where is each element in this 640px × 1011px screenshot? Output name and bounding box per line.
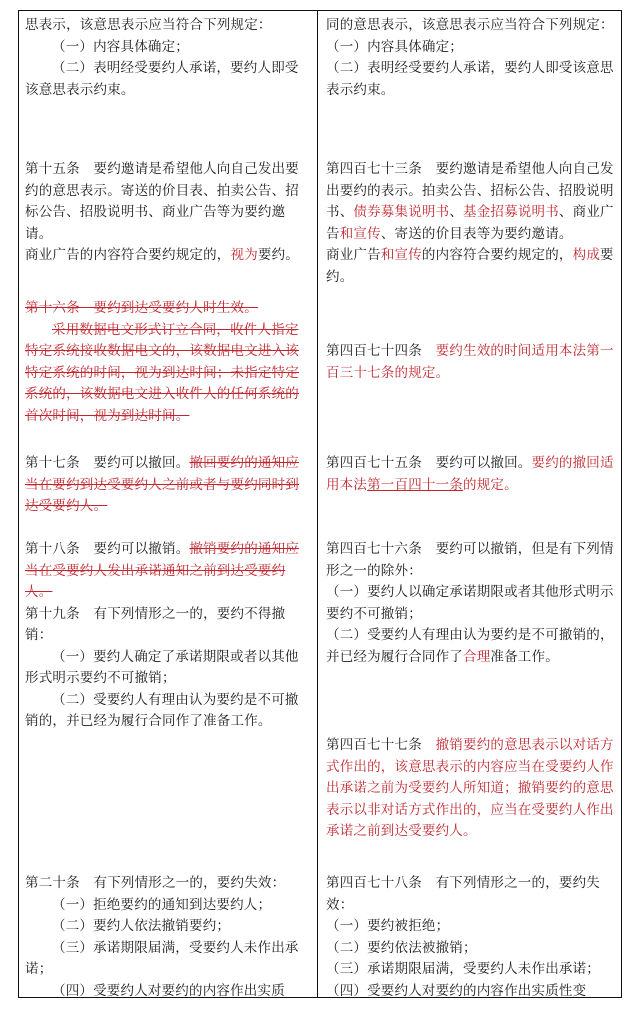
added-text: 和宣传 [380,247,422,263]
old-article-15 [25,159,311,267]
added-text-underlined: 第一百四十一条 [367,476,464,493]
deleted-text: 撤销要约的通知应当在受要约人发出承诺通知之前到达受要约人。 [25,541,300,600]
old-intro-item-1: （一）内容具体确定； [52,38,189,55]
new-article-473-para-1 [326,159,616,245]
old-article-20-item-2: （二）要约人依法撤销要约； [52,918,231,934]
old-article-20-item-3: （三）承诺期限届满，受要约人未作出承诺； [25,939,299,977]
new-article-476-item-2 [326,625,616,668]
text-run: 、寄送的价目表等为要约邀请。 [380,225,573,242]
new-article-478-para-1: 第四百七十八条 有下列情形之一的，要约失效： [326,875,600,913]
column-divider [317,11,318,997]
new-article-477-para [326,735,616,843]
text-run: 商业广告 [326,247,381,263]
text-run: 第四百七十四条 [326,343,436,359]
added-text: 构成 [572,247,601,263]
old-article-20-item-4: （四）受要约人对要约的内容作出实质 [52,982,285,999]
new-article-478-item-2: （二）要约依法被撤销； [326,939,477,956]
old-article-20 [25,873,311,1002]
text-run: 第十七条 要约可以撤回。 [25,455,190,471]
new-article-478-item-3: （三）承诺期限届满，受要约人未作出承诺； [326,961,600,977]
old-article-19-para-1: 第十九条 有下列情形之一的，要约不得撤销： [25,605,286,643]
text-run: 第十八条 要约可以撤销。 [25,541,190,557]
old-block-intro [25,15,311,101]
text-run: 、商业广告 [326,204,614,242]
old-intro-line: 思表示，该意思表示应当符合下列规定： [25,17,272,33]
deleted-text: 采用数据电文形式订立合同，收件人指定特定系统接收数据电文的，该数据电文进入该特定系统的时间，视为到达时间；未指定特定系统的，该数据电文进入收件人的任何系统的首次时间，视为到达时间。 [25,321,299,424]
new-intro-line: 同的意思表示，该意思表示应当符合下列规定： [326,17,614,33]
text-run: 要约。 [257,247,300,263]
new-article-478-item-4: （四）受要约人对要约的内容作出实质性变 [326,982,587,999]
new-article-474-para [326,341,616,384]
added-text: 合理 [463,648,491,665]
new-article-478-item-1: （一）要约被拒绝； [326,918,450,934]
added-text: 撤销要约的意思表示以对话方式作出的，该意思表示的内容应当在受要约人作出承诺之前为受要约人所知道；撤销要约的意思表示以非对话方式作出的，应当在受要约人作出承诺之前到达受要约人。 [326,737,614,839]
new-article-477 [326,735,616,843]
deleted-text: 第十六条 要约到达受要约人时生效。 [25,300,258,316]
new-article-476-para-1: 第四百七十六条 要约可以撤销，但是有下列情形之一的除外： [326,541,614,579]
old-article-16-deleted [25,298,311,427]
text-run: 第四百七十七条 [326,737,436,753]
deleted-text: 撤回要约的通知应当在要约到达受要约人之前或者与要约同时到达受要约人。 [25,455,300,514]
old-article-17-para [25,453,311,518]
added-text: 和宣传 [339,225,381,242]
added-text: 要约的撤回适用本法 [326,455,614,493]
old-articles-18-19 [25,539,311,733]
old-article-19-item-1: （一）要约人确定了承诺期限或者以其他形式明示要约不可撤销； [25,648,299,686]
old-article-20-item-1: （一）拒绝要约的通知到达要约人； [52,896,272,913]
new-intro-item-2: （二）表明经受要约人承诺，要约人即受该意思表示约束。 [326,60,614,98]
old-article-17 [25,453,311,518]
text-run: （二）受要约人有理由认为要约是不可撤销的，并已经为履行合同作了 [326,627,614,665]
added-text: 要约生效的时间适用本法第一百三十七条的规定。 [326,343,614,381]
new-article-474 [326,341,616,384]
text-run: 第四百七十五条 要约可以撤回。 [326,455,532,471]
new-article-473 [326,159,616,288]
new-article-475 [326,453,616,496]
old-article-19-item-2: （二）受要约人有理由认为要约是不可撤销的，并已经为履行合同作了准备工作。 [25,691,299,729]
added-text: 基金招募说明书 [463,204,559,220]
added-text: 的规定。 [463,476,518,493]
text-run: 的内容符合要约规定的， [421,247,573,263]
text-run: 要约。 [326,247,614,285]
new-article-473-para-2 [326,245,616,288]
old-article-15-para-2 [25,245,311,267]
text-run: 、 [449,204,464,220]
new-article-475-para [326,453,616,496]
text-run: 商业广告的内容符合要约规定的， [25,247,231,263]
old-intro-item-2: （二）表明经受要约人承诺，要约人即受该意思表示约束。 [25,60,299,98]
old-article-18-para [25,539,311,604]
old-article-15-para-1: 第十五条 要约邀请是希望他人向自己发出要约的意思表示。寄送的价目表、拍卖公告、招标公告、招股说明书、商业广告等为要约邀请。 [25,161,299,242]
new-article-476 [326,539,616,668]
changed-text: 视为 [230,247,258,263]
new-intro-item-1: （一）内容具体确定； [326,38,463,55]
new-block-intro [326,15,616,101]
new-article-478 [326,873,616,1002]
added-text: 债券募集说明书 [353,204,450,220]
new-article-476-item-1: （一）要约人以确定承诺期限或者其他形式明示要约不可撤销； [326,584,614,622]
old-article-20-para-1: 第二十条 有下列情形之一的，要约失效： [25,875,286,891]
text-run: 准备工作。 [490,648,559,665]
comparison-table [18,10,622,998]
text-run: 第四百七十三条 要约邀请是希望他人向自己发出要约的表示。拍卖公告、招标公告、招股说明书、 [326,161,614,220]
